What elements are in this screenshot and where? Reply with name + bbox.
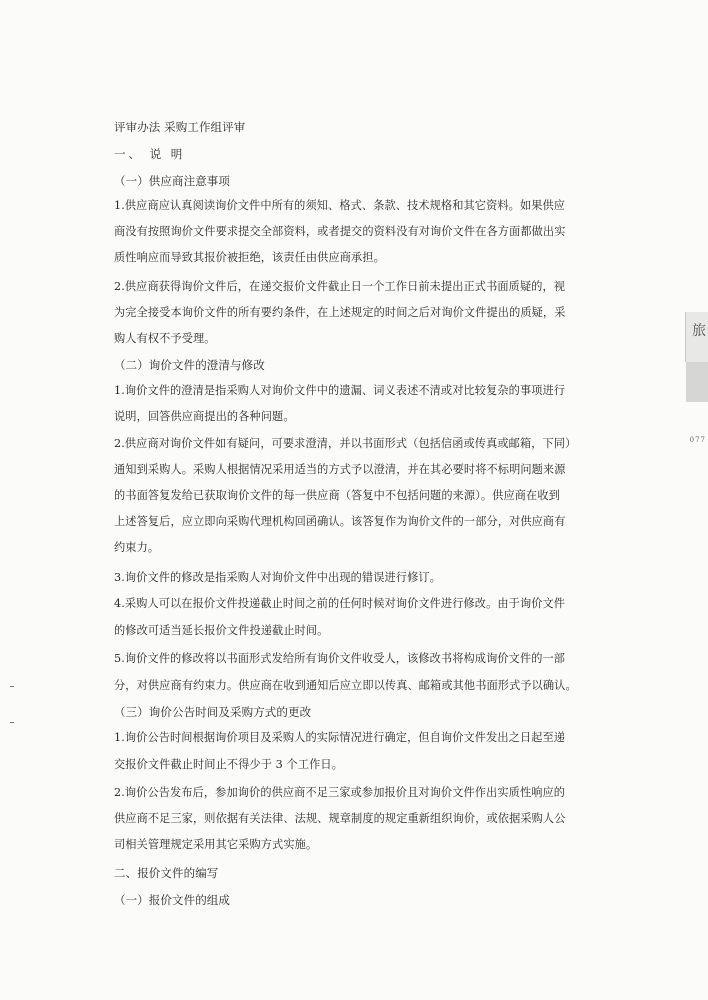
paragraph-line: 2.供应商对询价文件如有疑问，可要求澄清，并以书面形式（包括信函或传真或邮箱，下同）	[114, 437, 577, 450]
paragraph-line: 为完全接受本询价文件的所有要约条件，在上述规定的时间之后对询价文件提出的质疑，采	[114, 306, 566, 319]
paragraph-line: 的书面答复发给已获取询价文件的每一供应商（答复中不包括问题的来源）。供应商在收到	[114, 489, 560, 502]
section-2-heading: 二、报价文件的编写	[114, 866, 219, 880]
paragraph-line: 上述答复后，应立即向采购代理机构回函确认。该答复作为询价文件的一部分，对供应商有	[114, 515, 566, 528]
paragraph-line: 1.询价文件的澄清是指采购人对询价文件中的遗漏、词义表述不清或对比较复杂的事项进行	[114, 384, 566, 397]
paragraph-line: 分，对供应商有约束力。供应商在收到通知后应立即以传真、邮箱或其他书面形式予以确认。	[114, 679, 577, 692]
edge-stamp-number: 077	[689, 436, 706, 444]
paragraph-line: 说明，回答供应商提出的各种问题。	[114, 410, 295, 423]
paragraph-line: 2.询价公告发布后，参加询价的供应商不足三家或参加报价且对询价文件作出实质性响应的	[114, 786, 566, 799]
document-title: 评审办法 采购工作组评审	[114, 120, 246, 134]
paragraph-line: 的修改可适当延长报价文件投递截止时间。	[114, 624, 329, 637]
subsection-2-heading: （二）询价文件的澄清与修改	[114, 358, 265, 372]
paragraph-line: 3.询价文件的修改是指采购人对询价文件中出现的错误进行修订。	[114, 571, 441, 584]
paragraph-line: 约束力。	[114, 541, 160, 554]
subsection-4-heading: （一）报价文件的组成	[114, 893, 230, 907]
paragraph-line: 5.询价文件的修改将以书面形式发给所有询价文件收受人，该修改书将构成询价文件的一部	[114, 652, 566, 665]
edge-stamp-text: 旅	[692, 323, 706, 339]
scan-mark	[10, 722, 14, 723]
paragraph-line: 1.供应商应认真阅读询价文件中所有的须知、格式、条款、技术规格和其它资料。如果供应	[114, 199, 566, 212]
paragraph-line: 交报价文件截止时间止不得少于 3 个工作日。	[114, 758, 343, 771]
paragraph-line: 供应商不足三家，则依据有关法律、法规、规章制度的规定重新组织询价，或依据采购人公	[114, 812, 566, 825]
paragraph-line: 通知到采购人。采购人根据情况采用适当的方式予以澄清，并在其必要时将不标明问题来源	[114, 463, 566, 476]
paragraph-line: 司相关管理规定采用其它采购方式实施。	[114, 838, 318, 851]
section-1-heading: 一、 说 明	[114, 147, 186, 161]
paragraph-line: 1.询价公告时间根据询价项目及采购人的实际情况进行确定，但自询价文件发出之日起至递	[114, 731, 566, 744]
paragraph-line: 质性响应而导致其报价被拒绝，该责任由供应商承担。	[114, 251, 385, 264]
paragraph-line: 2.供应商获得询价文件后，在递交报价文件截止日一个工作日前未提出正式书面质疑的，视	[114, 280, 566, 293]
paragraph-line: 4.采购人可以在报价文件投递截止时间之前的任何时候对询价文件进行修改。由于询价文件	[114, 597, 566, 610]
edge-stamp-shadow	[686, 362, 708, 402]
subsection-1-heading: （一）供应商注意事项	[114, 174, 230, 188]
subsection-3-heading: （三）询价公告时间及采购方式的更改	[114, 705, 312, 719]
paragraph-line: 商没有按照询价文件要求提交全部资料，或者提交的资料没有对询价文件在各方面都做出实	[114, 225, 566, 238]
scan-mark	[10, 686, 14, 687]
paragraph-line: 购人有权不予受理。	[114, 332, 216, 345]
